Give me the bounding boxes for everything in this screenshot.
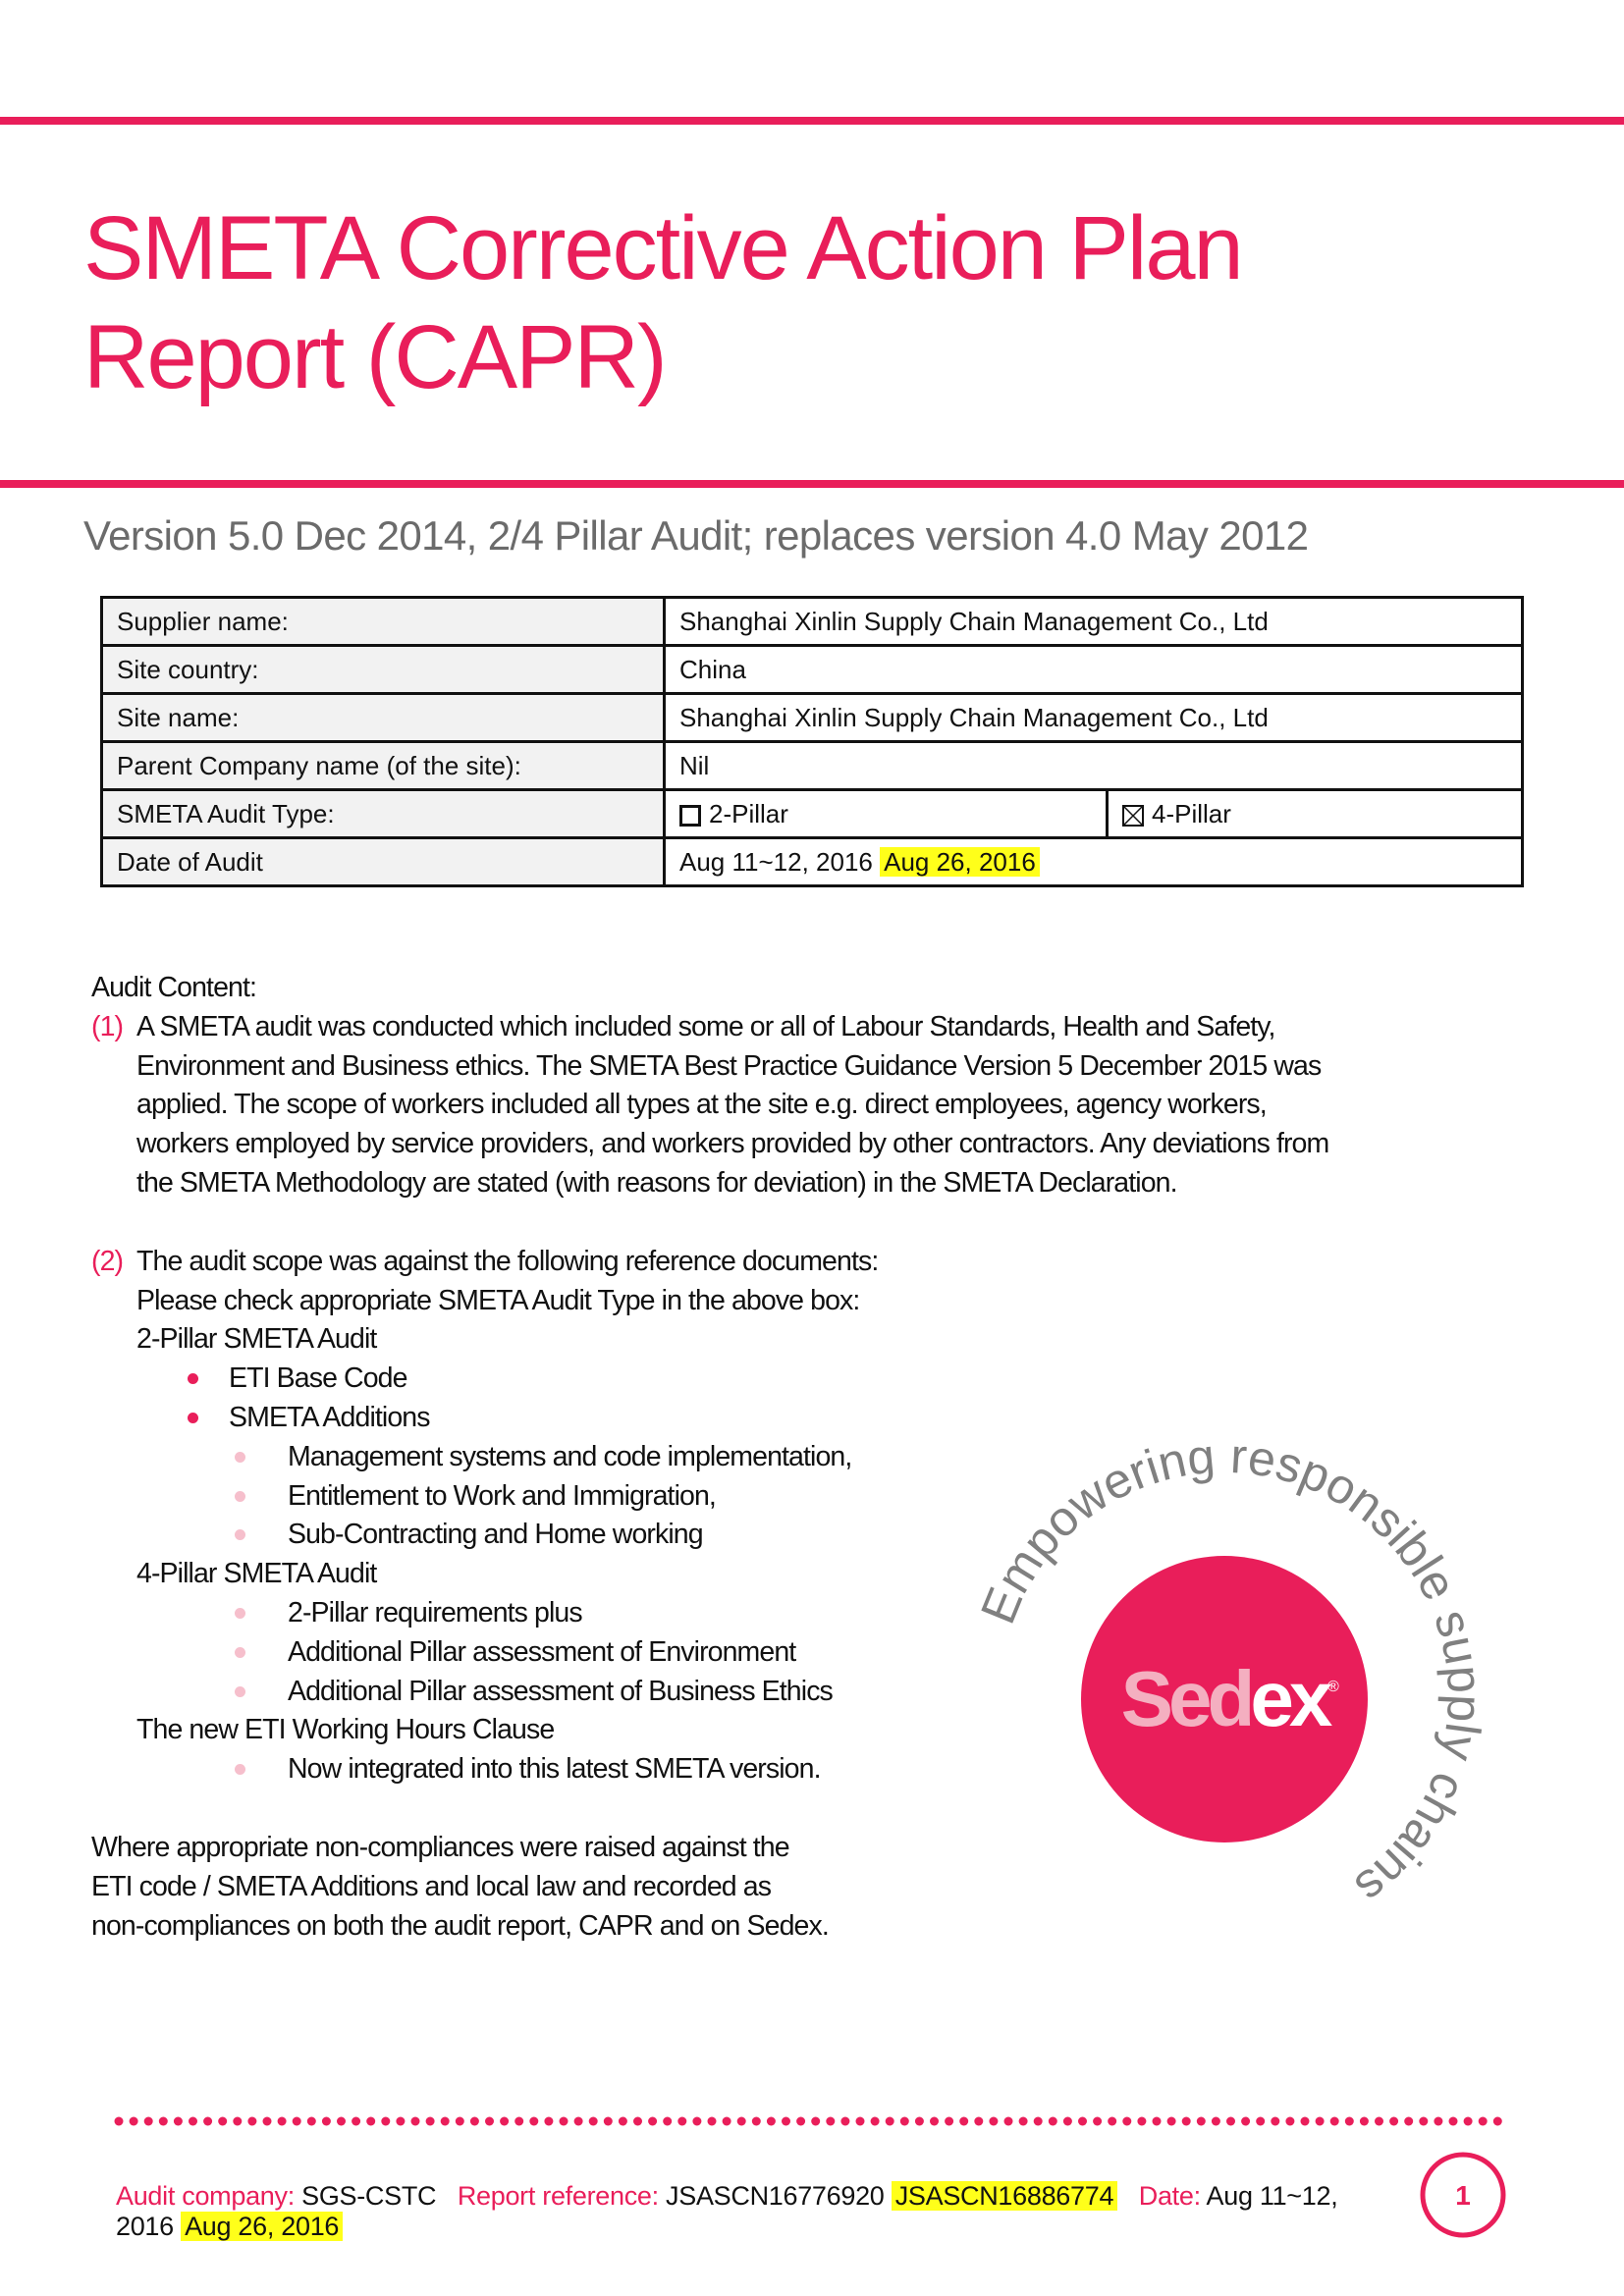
divider-dot [1345, 2117, 1354, 2126]
divider-dot [840, 2117, 849, 2126]
table-row [102, 742, 1523, 790]
audit-info-table [100, 596, 1524, 887]
two-pillar-label: 2-Pillar [709, 798, 788, 828]
logo-tagline-path: Empowering responsible supply chains [969, 1427, 1493, 1916]
site-country-label: Site country: [102, 646, 665, 694]
divider-dot [1049, 2117, 1057, 2126]
title-line-2: Report (CAPR) [83, 307, 666, 407]
divider-dot [293, 2117, 301, 2126]
divider-dot [708, 2117, 717, 2126]
divider-dot [974, 2117, 983, 2126]
divider-dot [441, 2117, 450, 2126]
checkbox-x-icon [1124, 807, 1142, 825]
divider-dot [1004, 2117, 1013, 2126]
sub-bullet-icon [235, 1608, 245, 1619]
divider-dot [411, 2117, 420, 2126]
divider-dot [1271, 2117, 1279, 2126]
closing-line-1: Where appropriate non-compliances were raised against the [91, 1831, 789, 1863]
divider-dot [574, 2117, 583, 2126]
divider-dot [560, 2117, 568, 2126]
divider-dot [1108, 2117, 1116, 2126]
divider-dot [782, 2117, 790, 2126]
divider-dot [1241, 2117, 1250, 2126]
divider-dot [1226, 2117, 1235, 2126]
closing-line-2: ETI code / SMETA Additions and local law and recorded as [91, 1870, 772, 1902]
divider-dot [692, 2117, 701, 2126]
item-1-line-2: Environment and Business ethics. The SMETA Best Practice Guidance Version 5 December 2015 was [136, 1049, 1322, 1082]
list-item-text: SMETA Additions [229, 1401, 430, 1433]
mid-rule [0, 480, 1624, 488]
audit-company-value: SGS-CSTC [301, 2181, 437, 2211]
divider-dot [1434, 2117, 1442, 2126]
footer-info [116, 2181, 1343, 2242]
divider-dot [529, 2117, 538, 2126]
version-subtitle: Version 5.0 Dec 2014, 2/4 Pillar Audit; replaces version 4.0 May 2012 [83, 512, 1309, 559]
divider-dot [1316, 2117, 1325, 2126]
table-row [102, 598, 1523, 646]
divider-dot [856, 2117, 865, 2126]
list-item [91, 1360, 1466, 1399]
list-item-text: 2-Pillar requirements plus [288, 1596, 582, 1629]
logo-wordmark-part2: ex [1250, 1655, 1328, 1742]
page-number: 1 [1455, 2180, 1471, 2211]
divider-dot [1464, 2117, 1473, 2126]
audit-date-value [665, 838, 1523, 886]
audit-type-label: SMETA Audit Type: [102, 790, 665, 838]
page-number-badge [1418, 2150, 1508, 2240]
sub-bullet-icon [235, 1452, 245, 1463]
site-name-value: Shanghai Xinlin Supply Chain Management Co., Ltd [665, 694, 1523, 742]
item-1-line-4: workers employed by service providers, and workers provided by other contractors. Any deviations from [136, 1128, 1329, 1160]
report-reference-highlighted: JSASCN16886774 [892, 2181, 1117, 2211]
divider-dot [648, 2117, 657, 2126]
audit-company-label: Audit company: [116, 2181, 295, 2211]
site-country-value: China [665, 646, 1523, 694]
divider-dot [752, 2117, 761, 2126]
divider-dot [1122, 2117, 1131, 2126]
divider-dot [174, 2117, 183, 2126]
divider-dot [352, 2117, 360, 2126]
divider-dot [189, 2117, 197, 2126]
report-reference-value: JSASCN16776920 [666, 2181, 885, 2211]
divider-dot [1375, 2117, 1383, 2126]
report-reference-label: Report reference: [457, 2181, 659, 2211]
item-2-text: The audit scope was against the following reference documents: [136, 1245, 879, 1277]
sub-bullet-icon [235, 1647, 245, 1658]
divider-dot [1389, 2117, 1398, 2126]
list-item-text: Management systems and code implementation, [288, 1440, 852, 1472]
divider-dot [811, 2117, 820, 2126]
registered-mark: ® [1327, 1679, 1339, 1695]
bullet-icon [188, 1413, 198, 1423]
divider-dot [1197, 2117, 1206, 2126]
divider-dot [959, 2117, 968, 2126]
sedex-logo [930, 1405, 1519, 1994]
sub-bullet-icon [235, 1686, 245, 1697]
divider-dot [485, 2117, 494, 2126]
item-2-line-1 [91, 1243, 1466, 1282]
divider-dot [886, 2117, 894, 2126]
divider-dot [381, 2117, 390, 2126]
footer-date-label: Date: [1138, 2181, 1201, 2211]
list-item-text: Now integrated into this latest SMETA version. [288, 1753, 821, 1786]
divider-dot [426, 2117, 435, 2126]
divider-dot [218, 2117, 227, 2126]
divider-dot [337, 2117, 346, 2126]
divider-dot [1330, 2117, 1339, 2126]
divider-dot [1063, 2117, 1072, 2126]
title-line-1: SMETA Corrective Action Plan [83, 198, 1242, 298]
item-1-line-3: applied. The scope of workers included all types at the site e.g. direct employees, agency workers, [136, 1089, 1267, 1121]
divider-dot [930, 2117, 939, 2126]
divider-dot [1301, 2117, 1310, 2126]
divider-dot [871, 2117, 880, 2126]
item-2-number: (2) [91, 1245, 124, 1277]
divider-dot [1182, 2117, 1191, 2126]
divider-dot [278, 2117, 287, 2126]
divider-dot [1212, 2117, 1220, 2126]
divider-dot [1449, 2117, 1458, 2126]
footer-dotted-divider [112, 2113, 1516, 2129]
divider-dot [366, 2117, 375, 2126]
divider-dot [322, 2117, 331, 2126]
site-name-label: Site name: [102, 694, 665, 742]
divider-dot [1285, 2117, 1294, 2126]
two-pillar-checkbox[interactable] [679, 805, 701, 827]
two-pillar-heading: 2-Pillar SMETA Audit [136, 1323, 377, 1356]
divider-dot [1404, 2117, 1413, 2126]
item-1-number: (1) [91, 1010, 124, 1042]
divider-dot [826, 2117, 835, 2126]
divider-dot [945, 2117, 953, 2126]
closing-line-3: non-compliances on both the audit report, CAPR and on Sedex. [91, 1909, 829, 1942]
divider-dot [1034, 2117, 1043, 2126]
sub-bullet-icon [235, 1529, 245, 1540]
table-row [102, 790, 1523, 838]
audit-content-heading: Audit Content: [91, 972, 257, 1003]
logo-wordmark-part1: Sed [1120, 1655, 1251, 1742]
page-title [83, 194, 1242, 412]
divider-dot [159, 2117, 168, 2126]
two-pillar-option[interactable] [665, 790, 1108, 838]
bullet-icon [188, 1373, 198, 1384]
divider-dot [233, 2117, 242, 2126]
sub-bullet-icon [235, 1491, 245, 1502]
list-item-text: Additional Pillar assessment of Environment [288, 1635, 796, 1668]
audit-date-label: Date of Audit [102, 838, 665, 886]
divider-dot [263, 2117, 272, 2126]
list-item-text: ETI Base Code [229, 1362, 407, 1395]
table-row [102, 646, 1523, 694]
divider-dot [1479, 2117, 1488, 2126]
divider-dot [1093, 2117, 1102, 2126]
divider-dot [144, 2117, 153, 2126]
divider-dot [1493, 2117, 1502, 2126]
item-1-line-5: the SMETA Methodology are stated (with reasons for deviation) in the SMETA Declaration. [136, 1166, 1177, 1199]
divider-dot [247, 2117, 256, 2126]
divider-dot [544, 2117, 553, 2126]
divider-dot [470, 2117, 479, 2126]
divider-dot [723, 2117, 731, 2126]
divider-dot [1167, 2117, 1176, 2126]
item-2-line-2: Please check appropriate SMETA Audit Type in the above box: [136, 1284, 860, 1316]
divider-dot [663, 2117, 672, 2126]
four-pillar-option[interactable] [1108, 790, 1523, 838]
divider-dot [456, 2117, 464, 2126]
divider-dot [500, 2117, 509, 2126]
parent-company-label: Parent Company name (of the site): [102, 742, 665, 790]
sub-bullet-icon [235, 1764, 245, 1775]
item-1-line-1 [91, 1008, 1466, 1047]
divider-dot [307, 2117, 316, 2126]
divider-dot [514, 2117, 523, 2126]
list-item-text: Entitlement to Work and Immigration, [288, 1479, 716, 1512]
divider-dot [1137, 2117, 1146, 2126]
divider-dot [130, 2117, 138, 2126]
supplier-name-value: Shanghai Xinlin Supply Chain Management Co., Ltd [665, 598, 1523, 646]
divider-dot [677, 2117, 686, 2126]
divider-dot [619, 2117, 627, 2126]
audit-date-original: Aug 11~12, 2016 [679, 846, 873, 877]
table-row [102, 838, 1523, 886]
four-pillar-heading: 4-Pillar SMETA Audit [136, 1558, 377, 1590]
working-hours-heading: The new ETI Working Hours Clause [136, 1714, 555, 1746]
four-pillar-label: 4-Pillar [1152, 798, 1231, 828]
spacer [91, 1203, 1466, 1243]
top-rule [0, 117, 1624, 125]
logo-wordmark [1121, 1655, 1332, 1742]
divider-dot [1078, 2117, 1087, 2126]
item-1-text: A SMETA audit was conducted which included some or all of Labour Standards, Health and Safety, [136, 1010, 1275, 1042]
divider-dot [604, 2117, 613, 2126]
table-row [102, 694, 1523, 742]
divider-dot [589, 2117, 598, 2126]
list-item-text: Sub-Contracting and Home working [288, 1519, 703, 1551]
four-pillar-checkbox[interactable] [1122, 805, 1144, 827]
divider-dot [796, 2117, 805, 2126]
supplier-name-label: Supplier name: [102, 598, 665, 646]
divider-dot [1419, 2117, 1428, 2126]
audit-date-highlighted: Aug 26, 2016 [880, 847, 1040, 877]
divider-dot [737, 2117, 746, 2126]
divider-dot [633, 2117, 642, 2126]
divider-dot [989, 2117, 998, 2126]
divider-dot [915, 2117, 924, 2126]
footer-date-value: Aug 11~12, 2016 [116, 2181, 1338, 2241]
divider-dot [115, 2117, 124, 2126]
divider-dot [767, 2117, 776, 2126]
divider-dot [1153, 2117, 1162, 2126]
divider-dot [1019, 2117, 1028, 2126]
list-item-text: Additional Pillar assessment of Business Ethics [288, 1675, 833, 1707]
divider-dot [203, 2117, 212, 2126]
divider-dot [900, 2117, 909, 2126]
footer-date-highlighted: Aug 26, 2016 [181, 2212, 343, 2241]
divider-dot [1256, 2117, 1265, 2126]
parent-company-value: Nil [665, 742, 1523, 790]
divider-dot [396, 2117, 405, 2126]
divider-dot [1360, 2117, 1369, 2126]
